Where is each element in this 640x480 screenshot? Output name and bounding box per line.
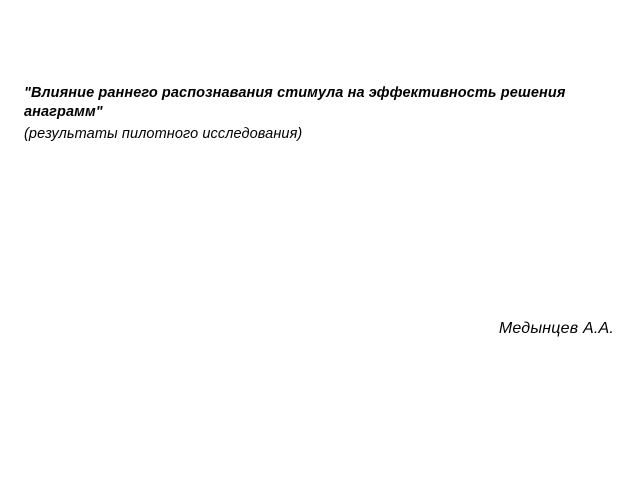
slide-subtitle: (результаты пилотного исследования) — [24, 125, 303, 142]
author-name: Медынцев А.А. — [498, 320, 614, 337]
slide-title: "Влияние раннего распознавания стимула на эффективность решения анаграмм" — [24, 85, 566, 121]
author-block — [499, 320, 614, 338]
title-block — [24, 84, 620, 144]
